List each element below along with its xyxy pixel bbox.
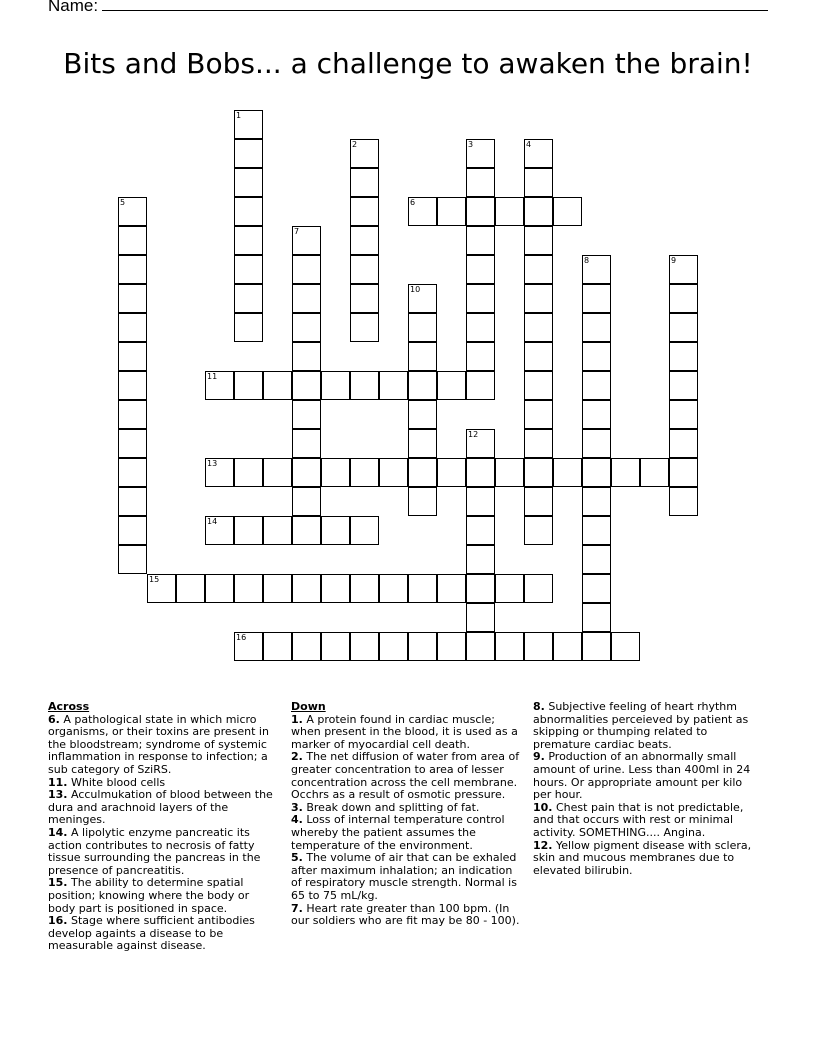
grid-cell[interactable] (669, 342, 698, 371)
grid-cell[interactable] (495, 632, 524, 661)
grid-cell[interactable] (234, 632, 263, 661)
grid-cell[interactable] (582, 400, 611, 429)
clue (48, 789, 278, 827)
grid-cell[interactable] (350, 284, 379, 313)
grid-cell[interactable] (292, 284, 321, 313)
clue-number: 15. (48, 876, 68, 890)
clue-text: A lipolytic enzyme pancreatic its action contributes to necrosis of fatty tissue surrounding the pancreas in the presence of pancreatitis. (48, 825, 261, 877)
grid-cell[interactable] (437, 197, 466, 226)
clue (48, 714, 278, 777)
grid-cell[interactable] (234, 255, 263, 284)
grid-cell[interactable] (408, 371, 437, 400)
grid-cell[interactable] (495, 458, 524, 487)
clue-text: A pathological state in which micro organisms, or their toxins are present in the bloodstream; syndrome of systemic inflammation in response to infection; a sub category of SziRS. (48, 712, 269, 776)
clue (48, 915, 278, 953)
clue-text: Loss of internal temperature control whereby the patient assumes the temperature of the environment. (291, 813, 505, 852)
grid-cell[interactable] (379, 632, 408, 661)
cell-number: 15 (149, 575, 160, 584)
clue-number: 5. (291, 851, 303, 865)
clue (48, 877, 278, 915)
grid-cell[interactable] (524, 255, 553, 284)
grid-cell[interactable] (524, 400, 553, 429)
grid-cell[interactable] (524, 516, 553, 545)
clue (533, 802, 763, 840)
name-underline[interactable] (102, 0, 768, 11)
clue-text: White blood cells (71, 775, 166, 789)
grid-cell[interactable] (118, 458, 147, 487)
clue-number: 3. (291, 800, 303, 814)
grid-cell[interactable] (118, 313, 147, 342)
grid-cell[interactable] (495, 197, 524, 226)
cell-number: 7 (294, 227, 300, 236)
across-heading: Across (48, 700, 90, 713)
clue-number: 6. (48, 712, 60, 726)
grid-cell[interactable] (408, 429, 437, 458)
cell-number: 13 (207, 459, 218, 468)
grid-cell[interactable] (350, 574, 379, 603)
grid-cell[interactable] (669, 400, 698, 429)
page-title: Bits and Bobs... a challenge to awaken the brain! (63, 47, 753, 80)
grid-cell[interactable] (292, 255, 321, 284)
grid-cell[interactable] (234, 458, 263, 487)
grid-cell[interactable] (292, 400, 321, 429)
grid-cell[interactable] (118, 226, 147, 255)
grid-cell[interactable] (321, 574, 350, 603)
grid-cell[interactable] (118, 197, 147, 226)
cell-number: 8 (584, 256, 590, 265)
grid-cell[interactable] (292, 632, 321, 661)
grid-cell[interactable] (466, 371, 495, 400)
grid-cell[interactable] (408, 197, 437, 226)
grid-cell[interactable] (147, 574, 176, 603)
grid-cell[interactable] (466, 632, 495, 661)
grid-cell[interactable] (408, 487, 437, 516)
grid-cell[interactable] (524, 429, 553, 458)
grid-cell[interactable] (524, 632, 553, 661)
clue-number: 11. (48, 775, 68, 789)
grid-cell[interactable] (466, 487, 495, 516)
grid-cell[interactable] (408, 632, 437, 661)
grid-cell[interactable] (466, 255, 495, 284)
grid-cell[interactable] (466, 603, 495, 632)
cell-number: 14 (207, 517, 218, 526)
cell-number: 6 (410, 198, 416, 207)
grid-cell[interactable] (466, 313, 495, 342)
clue-number: 4. (291, 813, 303, 827)
grid-cell[interactable] (524, 487, 553, 516)
grid-cell[interactable] (234, 226, 263, 255)
grid-cell[interactable] (350, 226, 379, 255)
clue-number: 12. (533, 838, 553, 852)
grid-cell[interactable] (524, 226, 553, 255)
grid-cell[interactable] (379, 574, 408, 603)
grid-cell[interactable] (553, 458, 582, 487)
clue-number: 1. (291, 712, 303, 726)
grid-cell[interactable] (408, 342, 437, 371)
grid-cell[interactable] (292, 574, 321, 603)
clue (291, 814, 525, 852)
grid-cell[interactable] (118, 342, 147, 371)
grid-cell[interactable] (611, 458, 640, 487)
grid-cell[interactable] (350, 458, 379, 487)
clue-text: The net diffusion of water from area of greater concentration to area of lesser concentration across the cell membrane. Occhrs as a result of osmotic pressure. (291, 750, 520, 802)
grid-cell[interactable] (466, 226, 495, 255)
grid-cell[interactable] (466, 284, 495, 313)
grid-cell[interactable] (466, 197, 495, 226)
grid-cell[interactable] (408, 400, 437, 429)
grid-cell[interactable] (524, 313, 553, 342)
cell-number: 16 (236, 633, 247, 642)
grid-cell[interactable] (205, 458, 234, 487)
grid-cell[interactable] (640, 458, 669, 487)
grid-cell[interactable] (118, 371, 147, 400)
clue-text: The volume of air that can be exhaled after maximum inhalation; an indication of respiratory muscle strength. Normal is 65 to 75 mL/kg. (291, 851, 517, 902)
cell-number: 2 (352, 140, 358, 149)
grid-cell[interactable] (263, 574, 292, 603)
clue-number: 7. (291, 901, 303, 915)
grid-cell[interactable] (205, 371, 234, 400)
grid-cell[interactable] (466, 342, 495, 371)
grid-cell[interactable] (408, 574, 437, 603)
grid-cell[interactable] (118, 487, 147, 516)
grid-cell[interactable] (582, 284, 611, 313)
across-clues (48, 701, 278, 953)
clue (291, 751, 525, 801)
grid-cell[interactable] (669, 313, 698, 342)
grid-cell[interactable] (350, 139, 379, 168)
clue-text: Stage where sufficient antibodies develop againts a disease to be measurable against disease. (48, 914, 255, 953)
grid-cell[interactable] (292, 226, 321, 255)
cell-number: 1 (236, 111, 242, 120)
clue (533, 701, 763, 751)
grid-cell[interactable] (118, 284, 147, 313)
grid-cell[interactable] (524, 574, 553, 603)
grid-cell[interactable] (524, 197, 553, 226)
cell-number: 4 (526, 140, 532, 149)
grid-cell[interactable] (466, 574, 495, 603)
grid-cell[interactable] (234, 197, 263, 226)
clue-text: Break down and splitting of fat. (306, 800, 480, 814)
grid-cell[interactable] (669, 458, 698, 487)
cell-number: 11 (207, 372, 218, 381)
clue-number: 2. (291, 750, 303, 764)
clue (291, 852, 525, 902)
clue (291, 714, 525, 752)
grid-cell[interactable] (321, 632, 350, 661)
grid-cell[interactable] (553, 197, 582, 226)
grid-cell[interactable] (118, 255, 147, 284)
grid-cell[interactable] (524, 284, 553, 313)
grid-cell[interactable] (669, 284, 698, 313)
grid-cell[interactable] (292, 371, 321, 400)
grid-cell[interactable] (350, 197, 379, 226)
grid-cell[interactable] (379, 371, 408, 400)
grid-cell[interactable] (669, 255, 698, 284)
grid-cell[interactable] (437, 371, 466, 400)
clue-number: 13. (48, 788, 68, 802)
grid-cell[interactable] (466, 458, 495, 487)
grid-cell[interactable] (582, 516, 611, 545)
grid-cell[interactable] (408, 284, 437, 313)
grid-cell[interactable] (582, 313, 611, 342)
cell-number: 3 (468, 140, 474, 149)
grid-cell[interactable] (321, 516, 350, 545)
clue-number: 10. (533, 800, 553, 814)
grid-cell[interactable] (263, 371, 292, 400)
grid-cell[interactable] (205, 516, 234, 545)
grid-cell[interactable] (118, 516, 147, 545)
grid-cell[interactable] (234, 516, 263, 545)
grid-cell[interactable] (350, 255, 379, 284)
grid-cell[interactable] (408, 458, 437, 487)
grid-cell[interactable] (234, 574, 263, 603)
grid-cell[interactable] (466, 516, 495, 545)
grid-cell[interactable] (350, 313, 379, 342)
grid-cell[interactable] (379, 458, 408, 487)
clue-text: The ability to determine spatial position; knowing where the body or body part is positioned in space. (48, 876, 250, 915)
clue-text: Chest pain that is not predictable, and that occurs with rest or minimal activity. SOMETHING.... Angina. (533, 800, 744, 839)
clue (48, 827, 278, 877)
down-heading: Down (291, 700, 326, 713)
grid-cell[interactable] (466, 168, 495, 197)
name-label: Name: (48, 0, 99, 15)
grid-cell[interactable] (582, 371, 611, 400)
grid-cell[interactable] (495, 574, 524, 603)
grid-cell[interactable] (582, 603, 611, 632)
grid-cell[interactable] (437, 632, 466, 661)
clue-text: Acculmukation of blood between the dura and arachnoid layers of the meninges. (48, 788, 273, 827)
grid-cell[interactable] (524, 458, 553, 487)
grid-cell[interactable] (321, 371, 350, 400)
grid-cell[interactable] (582, 342, 611, 371)
grid-cell[interactable] (234, 371, 263, 400)
grid-cell[interactable] (408, 313, 437, 342)
grid-cell[interactable] (234, 168, 263, 197)
grid-cell[interactable] (292, 516, 321, 545)
grid-cell[interactable] (437, 458, 466, 487)
grid-cell[interactable] (553, 632, 582, 661)
grid-cell[interactable] (321, 458, 350, 487)
grid-cell[interactable] (524, 371, 553, 400)
grid-cell[interactable] (669, 429, 698, 458)
name-field[interactable] (48, 0, 768, 16)
grid-cell[interactable] (582, 632, 611, 661)
grid-cell[interactable] (437, 574, 466, 603)
grid-cell[interactable] (234, 139, 263, 168)
grid-cell[interactable] (292, 313, 321, 342)
grid-cell[interactable] (263, 632, 292, 661)
clue-text: A protein found in cardiac muscle; when present in the blood, it is used as a marker of myocardial cell death. (291, 712, 518, 751)
grid-cell[interactable] (118, 429, 147, 458)
grid-cell[interactable] (292, 429, 321, 458)
clue-text: Yellow pigment disease with sclera, skin and mucous membranes due to elevated bilirubin. (533, 838, 752, 877)
grid-cell[interactable] (263, 458, 292, 487)
grid-cell[interactable] (669, 487, 698, 516)
grid-cell[interactable] (582, 487, 611, 516)
grid-cell[interactable] (611, 632, 640, 661)
grid-cell[interactable] (292, 487, 321, 516)
cell-number: 9 (671, 256, 677, 265)
grid-cell[interactable] (292, 342, 321, 371)
grid-cell[interactable] (350, 168, 379, 197)
grid-cell[interactable] (205, 574, 234, 603)
grid-cell[interactable] (118, 400, 147, 429)
grid-cell[interactable] (292, 458, 321, 487)
clue (533, 751, 763, 801)
grid-cell[interactable] (118, 545, 147, 574)
grid-cell[interactable] (350, 632, 379, 661)
clue-number: 9. (533, 750, 545, 764)
grid-cell[interactable] (582, 429, 611, 458)
grid-cell[interactable] (350, 516, 379, 545)
clue-text: Subjective feeling of heart rhythm abnormalities perceieved by patient as skipping or thumping related to premature cardiac beats. (533, 700, 749, 751)
grid-cell[interactable] (582, 545, 611, 574)
grid-cell[interactable] (582, 574, 611, 603)
grid-cell[interactable] (234, 313, 263, 342)
grid-cell[interactable] (176, 574, 205, 603)
grid-cell[interactable] (669, 371, 698, 400)
grid-cell[interactable] (466, 139, 495, 168)
grid-cell[interactable] (582, 458, 611, 487)
grid-cell[interactable] (466, 429, 495, 458)
clue-number: 16. (48, 914, 68, 928)
grid-cell[interactable] (582, 255, 611, 284)
cell-number: 10 (410, 285, 421, 294)
grid-cell[interactable] (350, 371, 379, 400)
cell-number: 5 (120, 198, 126, 207)
down-clues (291, 701, 525, 928)
grid-cell[interactable] (263, 516, 292, 545)
clue-number: 14. (48, 825, 68, 839)
grid-cell[interactable] (234, 110, 263, 139)
grid-cell[interactable] (524, 168, 553, 197)
grid-cell[interactable] (524, 139, 553, 168)
clue-text: Production of an abnormally small amount of urine. Less than 400ml in 24 hours. Or appropriate amount per kilo per hour. (533, 750, 751, 802)
down-clues-continued (533, 701, 763, 877)
clue (291, 903, 525, 928)
grid-cell[interactable] (466, 545, 495, 574)
grid-cell[interactable] (234, 284, 263, 313)
clue (533, 840, 763, 878)
clue-text: Heart rate greater than 100 bpm. (In our soldiers who are fit may be 80 - 100). (291, 901, 520, 928)
clue-number: 8. (533, 700, 545, 713)
cell-number: 12 (468, 430, 479, 439)
grid-cell[interactable] (524, 342, 553, 371)
